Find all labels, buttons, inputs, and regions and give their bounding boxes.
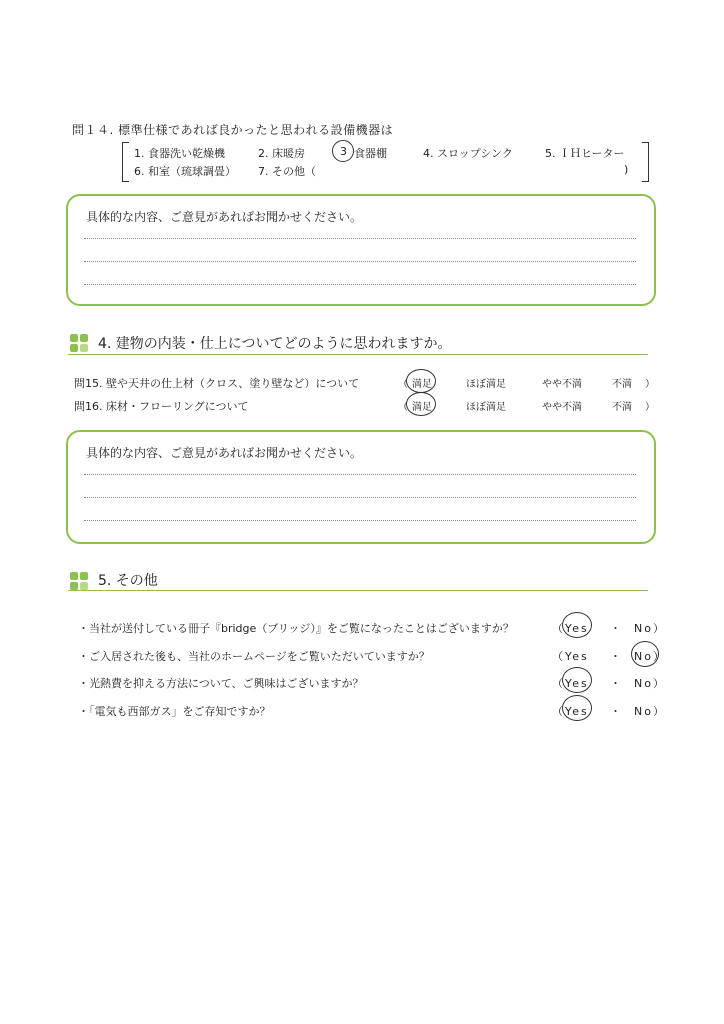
comment-box-section4-title: 具体的な内容、ご意見があればお聞かせください。 [86, 446, 363, 460]
q14-option-7-close: ) [624, 163, 629, 176]
q15-open-paren: （ [398, 379, 408, 390]
q14-option-5[interactable]: 5. ＩＨヒーター [545, 147, 625, 160]
comment-line [84, 284, 636, 285]
q14-option-2[interactable]: 2. 床暖房 [258, 147, 305, 160]
q14-answer-circle [332, 140, 354, 162]
q5-3-yes[interactable]: （Yes [552, 677, 589, 690]
q5-4-answer-circle [562, 695, 592, 721]
comment-box-q14-title: 具体的な内容、ご意見があればお聞かせください。 [86, 210, 363, 224]
comment-line [84, 520, 636, 521]
right-bracket [642, 142, 649, 182]
q16-option-mostly-satisfied[interactable]: ほぼ満足 [466, 402, 506, 413]
q5-2-yes[interactable]: （Yes [552, 650, 589, 663]
q15-option-somewhat-dissatisfied[interactable]: やや不満 [542, 379, 582, 390]
left-bracket [122, 142, 129, 182]
q15-option-satisfied[interactable]: 満足 [412, 379, 432, 390]
q14-title: 問１４. 標準仕様であれば良かったと思われる設備機器は [72, 123, 394, 137]
q14-option-7[interactable]: 7. その他（ [258, 165, 316, 178]
q5-3-answer-circle [562, 667, 592, 693]
q14-option-3-number[interactable]: 3 [340, 145, 347, 158]
q5-1-answer-circle [562, 612, 592, 638]
q5-3-no[interactable]: No） [634, 677, 666, 690]
q16-text: 問16. 床材・フローリングについて [74, 400, 249, 413]
q5-2-answer-circle [631, 641, 659, 667]
section4-heading: 4. 建物の内装・仕上についてどのように思われますか。 [98, 336, 452, 352]
section5-question-2: ・ご入居された後も、当社のホームページをご覧いただいていますか？ [78, 650, 430, 663]
q5-1-yes[interactable]: （Yes [552, 622, 589, 635]
q15-answer-circle [406, 369, 436, 393]
q16-option-somewhat-dissatisfied[interactable]: やや不満 [542, 402, 582, 413]
q16-open-paren: （ [398, 402, 408, 413]
q15-option-mostly-satisfied[interactable]: ほぼ満足 [466, 379, 506, 390]
comment-line [84, 238, 636, 239]
clover-icon [70, 334, 88, 352]
q5-1-dot: ・ [610, 622, 623, 635]
q14-option-3-label[interactable]: 食器棚 [354, 147, 387, 160]
q15-text: 問15. 壁や天井の仕上材（クロス、塗り壁など）について [74, 377, 360, 390]
q15-option-dissatisfied[interactable]: 不満 [612, 379, 632, 390]
comment-line [84, 474, 636, 475]
comment-line [84, 497, 636, 498]
section5-heading: 5. その他 [98, 573, 158, 589]
q5-2-no[interactable]: No） [634, 650, 666, 663]
section4-divider [68, 354, 648, 355]
q5-2-dot: ・ [610, 650, 623, 663]
q16-answer-circle [406, 392, 436, 416]
q5-4-yes[interactable]: （Yes [552, 705, 589, 718]
section5-question-4: ・「電気も西部ガス」をご存知ですか？ [78, 705, 271, 718]
q16-option-satisfied[interactable]: 満足 [412, 402, 432, 413]
q16-close-paren: ） [645, 402, 655, 413]
q5-4-dot: ・ [610, 705, 623, 718]
q5-3-dot: ・ [610, 677, 623, 690]
q14-option-6[interactable]: 6. 和室（琉球調畳） [134, 165, 236, 178]
q15-close-paren: ） [645, 379, 655, 390]
q14-option-4[interactable]: 4. スロップシンク [423, 147, 513, 160]
q5-4-no[interactable]: No） [634, 705, 666, 718]
section5-question-1: ・当社が送付している冊子『bridge（ブリッジ）』をご覧になったことはございますか？ [78, 622, 514, 635]
section5-question-3: ・光熱費を抑える方法について、ご興味はございますか？ [78, 677, 364, 690]
comment-line [84, 261, 636, 262]
q16-option-dissatisfied[interactable]: 不満 [612, 402, 632, 413]
section5-divider [68, 590, 648, 591]
q14-option-1[interactable]: 1. 食器洗い乾燥機 [134, 147, 225, 160]
q5-1-no[interactable]: No） [634, 622, 666, 635]
clover-icon [70, 572, 88, 590]
